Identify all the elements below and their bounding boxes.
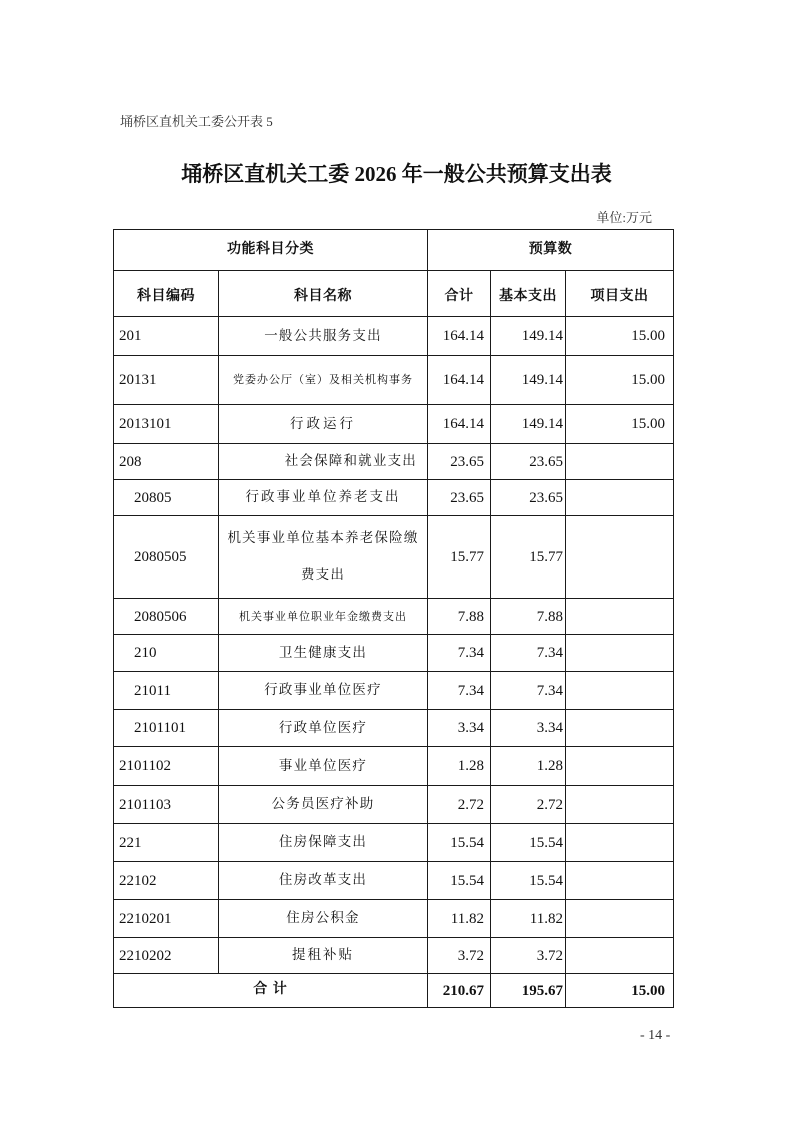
row-name: 机关事业单位职业年金缴费支出: [219, 599, 428, 635]
row-total: 11.82: [428, 900, 491, 938]
row-basic: 23.65: [491, 444, 566, 480]
row-code: 21011: [114, 672, 219, 710]
row-code: 20805: [114, 480, 219, 516]
row-project: [566, 862, 674, 900]
row-code: 2013101: [114, 405, 219, 444]
row-code: 2080505: [114, 516, 219, 599]
table-row: [114, 516, 674, 599]
row-total: 164.14: [428, 405, 491, 444]
row-code: 221: [114, 824, 219, 862]
row-name: 提租补贴: [219, 938, 428, 974]
table-row: [114, 672, 674, 710]
row-code: 208: [114, 444, 219, 480]
row-basic: 3.34: [491, 710, 566, 747]
unit-label: 单位:万元: [596, 210, 652, 225]
row-total: 164.14: [428, 356, 491, 405]
row-total: 7.34: [428, 672, 491, 710]
row-basic: 7.34: [491, 635, 566, 672]
header-budget: 预算数: [428, 230, 674, 271]
header-basic: 基本支出: [491, 271, 566, 317]
row-basic: 149.14: [491, 317, 566, 356]
row-basic: 15.54: [491, 862, 566, 900]
row-code: 22102: [114, 862, 219, 900]
table-row: [114, 824, 674, 862]
table-row: [114, 405, 674, 444]
row-total: 23.65: [428, 444, 491, 480]
row-basic: 11.82: [491, 900, 566, 938]
row-project: [566, 786, 674, 824]
header-classification: 功能科目分类: [114, 230, 428, 271]
row-name: 一般公共服务支出: [219, 317, 428, 356]
row-total: 1.28: [428, 747, 491, 786]
row-project: [566, 747, 674, 786]
row-total: 7.34: [428, 635, 491, 672]
row-code: 201: [114, 317, 219, 356]
row-total: 15.54: [428, 824, 491, 862]
row-name: 住房改革支出: [219, 862, 428, 900]
group-header-row: [114, 230, 674, 271]
header-name: 科目名称: [219, 271, 428, 317]
row-basic: 1.28: [491, 747, 566, 786]
row-project: [566, 672, 674, 710]
row-basic: 15.77: [491, 516, 566, 599]
column-header-row: [114, 271, 674, 317]
row-name: 公务员医疗补助: [219, 786, 428, 824]
row-project: [566, 599, 674, 635]
row-name: 机关事业单位基本养老保险缴费支出: [219, 516, 428, 599]
summary-row: [114, 974, 674, 1008]
row-name: 卫生健康支出: [219, 635, 428, 672]
header-project: 项目支出: [566, 271, 674, 317]
summary-basic: 195.67: [491, 974, 566, 1008]
table-row: [114, 356, 674, 405]
table-row: [114, 444, 674, 480]
row-project: [566, 900, 674, 938]
row-basic: 15.54: [491, 824, 566, 862]
row-basic: 2.72: [491, 786, 566, 824]
row-project: 15.00: [566, 356, 674, 405]
row-project: [566, 710, 674, 747]
header-label: 埇桥区直机关工委公开表 5: [120, 114, 273, 129]
row-name: 行政事业单位养老支出: [219, 480, 428, 516]
table-row: [114, 862, 674, 900]
row-total: 15.77: [428, 516, 491, 599]
summary-total: 210.67: [428, 974, 491, 1008]
table-row: [114, 635, 674, 672]
row-basic: 23.65: [491, 480, 566, 516]
page-number: - 14 -: [640, 1028, 671, 1043]
row-total: 3.34: [428, 710, 491, 747]
row-name: 行政运行: [219, 405, 428, 444]
summary-project: 15.00: [566, 974, 674, 1008]
table-row: [114, 710, 674, 747]
row-basic: 7.34: [491, 672, 566, 710]
row-basic: 149.14: [491, 405, 566, 444]
row-name: 社会保障和就业支出: [219, 444, 428, 480]
table-row: [114, 786, 674, 824]
row-project: [566, 516, 674, 599]
row-code: 2080506: [114, 599, 219, 635]
header-code: 科目编码: [114, 271, 219, 317]
row-total: 15.54: [428, 862, 491, 900]
row-name: 住房公积金: [219, 900, 428, 938]
row-basic: 149.14: [491, 356, 566, 405]
table-row: [114, 480, 674, 516]
row-project: [566, 938, 674, 974]
summary-label: 合 计: [114, 974, 428, 1008]
row-project: [566, 635, 674, 672]
row-total: 164.14: [428, 317, 491, 356]
row-code: 2101103: [114, 786, 219, 824]
row-name: 住房保障支出: [219, 824, 428, 862]
row-project: [566, 444, 674, 480]
row-code: 2101102: [114, 747, 219, 786]
table-row: [114, 938, 674, 974]
table-row: [114, 747, 674, 786]
row-code: 2210202: [114, 938, 219, 974]
row-name: 行政事业单位医疗: [219, 672, 428, 710]
row-total: 23.65: [428, 480, 491, 516]
header-total: 合计: [428, 271, 491, 317]
row-name: 行政单位医疗: [219, 710, 428, 747]
row-code: 2210201: [114, 900, 219, 938]
page-title: 埇桥区直机关工委 2026 年一般公共预算支出表: [181, 162, 612, 186]
row-basic: 7.88: [491, 599, 566, 635]
row-project: 15.00: [566, 317, 674, 356]
row-basic: 3.72: [491, 938, 566, 974]
row-total: 2.72: [428, 786, 491, 824]
row-project: 15.00: [566, 405, 674, 444]
row-code: 210: [114, 635, 219, 672]
row-name: 党委办公厅（室）及相关机构事务: [219, 356, 428, 405]
row-code: 20131: [114, 356, 219, 405]
row-name: 事业单位医疗: [219, 747, 428, 786]
row-total: 3.72: [428, 938, 491, 974]
table-row: [114, 317, 674, 356]
table-row: [114, 599, 674, 635]
row-code: 2101101: [114, 710, 219, 747]
budget-table: [113, 229, 674, 1008]
row-project: [566, 824, 674, 862]
row-total: 7.88: [428, 599, 491, 635]
table-row: [114, 900, 674, 938]
row-project: [566, 480, 674, 516]
